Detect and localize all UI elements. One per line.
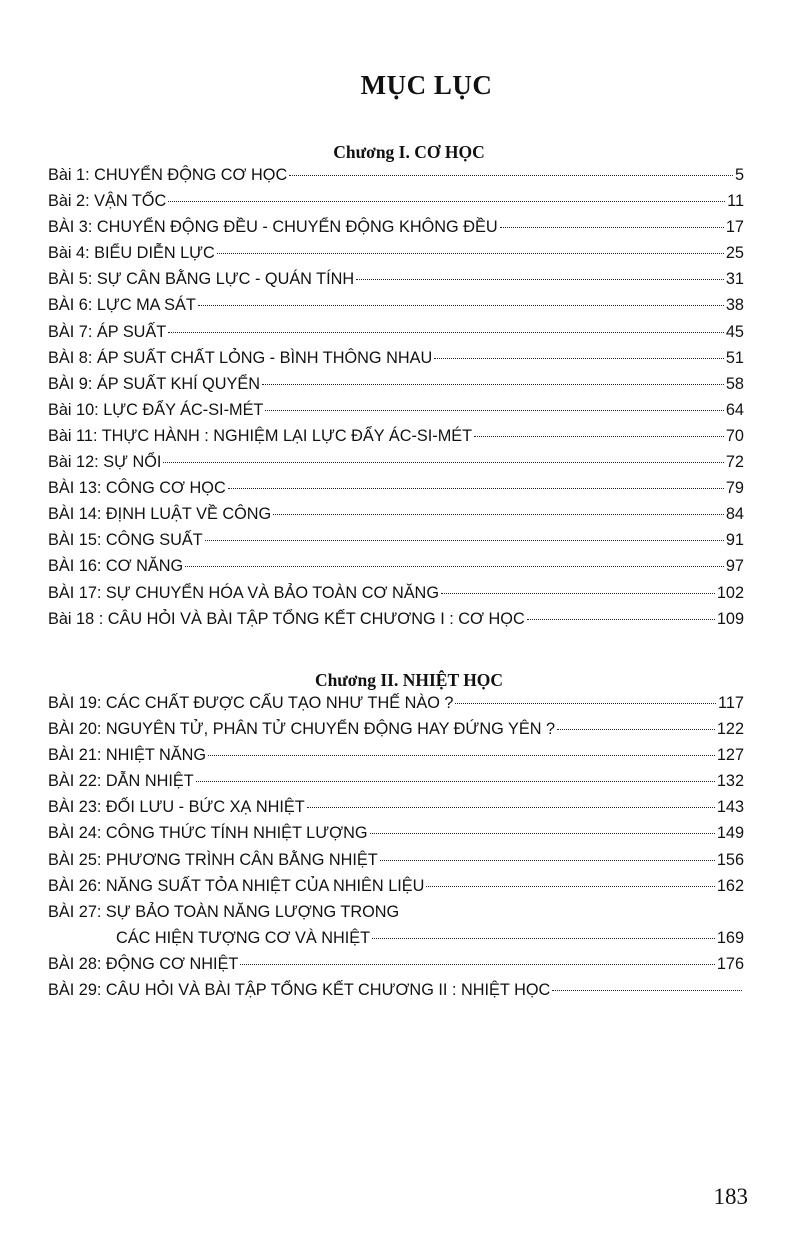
toc-entry bbox=[48, 584, 744, 610]
toc-entry-title: BÀI 9: ÁP SUẤT KHÍ QUYỂN bbox=[48, 374, 261, 393]
toc-entry-title: BÀI 17: SỰ CHUYỂN HÓA VÀ BẢO TOÀN CƠ NĂNG bbox=[48, 583, 439, 602]
toc-entry-title: BÀI 7: ÁP SUẤT bbox=[48, 322, 167, 341]
page-title: MỤC LỤC bbox=[360, 70, 493, 100]
toc-entry-page: 5 bbox=[734, 166, 744, 184]
toc-entry-page: 176 bbox=[716, 954, 744, 973]
dot-leader bbox=[168, 201, 725, 202]
dot-leader bbox=[228, 488, 724, 489]
toc-entry bbox=[48, 296, 744, 322]
toc-entry-title: BÀI 14: ĐỊNH LUẬT VỀ CÔNG bbox=[48, 505, 272, 524]
dot-leader bbox=[552, 990, 742, 991]
toc-entry-page: 127 bbox=[716, 746, 744, 765]
chapter-2-heading: Chương II. NHIỆT HỌC bbox=[314, 670, 504, 690]
toc-entry-page: 117 bbox=[718, 694, 744, 712]
toc-entry-title: BÀI 3: CHUYỂN ĐỘNG ĐỀU - CHUYỂN ĐỘNG KHÔNG ĐỀU bbox=[48, 218, 498, 237]
toc-entry bbox=[48, 772, 744, 798]
chapter-1-heading: Chương I. CƠ HỌC bbox=[333, 142, 485, 162]
toc-entry-title: BÀI 20: NGUYÊN TỬ, PHÂN TỬ CHUYỂN ĐỘNG HAY ĐỨNG YÊN ? bbox=[48, 720, 556, 739]
toc-entry bbox=[48, 798, 744, 824]
toc-entry-page: 25 bbox=[725, 244, 744, 263]
toc-entry-title: BÀI 21: NHIỆT NĂNG bbox=[48, 746, 207, 765]
toc-entry-page: 31 bbox=[725, 270, 744, 289]
dot-leader bbox=[380, 860, 715, 861]
toc-entry-page: 17 bbox=[725, 218, 744, 237]
toc-entry-page: 72 bbox=[725, 453, 744, 472]
dot-leader bbox=[372, 938, 715, 939]
toc-entry-page: 79 bbox=[725, 479, 744, 498]
dot-leader bbox=[557, 729, 715, 730]
toc-entry bbox=[48, 375, 744, 401]
dot-leader bbox=[240, 964, 714, 965]
toc-entry bbox=[48, 323, 744, 349]
toc-entry-title: BÀI 5: SỰ CÂN BẰNG LỰC - QUÁN TÍNH bbox=[48, 270, 355, 289]
toc-entry-title: Bài 18 : CÂU HỎI VÀ BÀI TẬP TỔNG KẾT CHƯƠNG I : CƠ HỌC bbox=[48, 609, 525, 628]
toc-entry-title: BÀI 25: PHƯƠNG TRÌNH CÂN BẰNG NHIỆT bbox=[48, 850, 378, 869]
toc-entry-page: 132 bbox=[716, 772, 744, 791]
toc-entry-title: BÀI 15: CÔNG SUẤT bbox=[48, 531, 203, 550]
toc-entry-page: 162 bbox=[716, 876, 744, 895]
toc-entry-title: Bài 4: BIỂU DIỄN LỰC bbox=[48, 244, 215, 263]
toc-entry-page: 109 bbox=[716, 609, 744, 628]
toc-entry bbox=[48, 557, 744, 583]
toc-entry bbox=[48, 218, 744, 244]
dot-leader bbox=[527, 619, 715, 620]
toc-entry-page: 45 bbox=[725, 322, 744, 341]
dot-leader bbox=[434, 358, 724, 359]
toc-entry-page: 70 bbox=[725, 426, 744, 445]
toc-entry bbox=[48, 531, 744, 557]
toc-entry-title: BÀI 26: NĂNG SUẤT TỎA NHIỆT CỦA NHIÊN LIỆU bbox=[48, 876, 425, 895]
toc-entry bbox=[48, 903, 744, 929]
toc-entry-title: CÁC HIỆN TƯỢNG CƠ VÀ NHIỆT bbox=[116, 928, 371, 947]
toc-entry-title: BÀI 27: SỰ BẢO TOÀN NĂNG LƯỢNG TRONG bbox=[48, 902, 400, 921]
toc-entry-page: 169 bbox=[716, 928, 744, 947]
toc-entry bbox=[48, 401, 744, 427]
toc-entry-title: Bài 12: SỰ NỔI bbox=[48, 453, 162, 472]
toc-entry bbox=[48, 192, 744, 218]
toc-entry bbox=[48, 955, 744, 981]
toc-entry bbox=[48, 244, 744, 270]
toc-entry-page: 149 bbox=[716, 824, 744, 843]
dot-leader bbox=[370, 833, 715, 834]
toc-entry bbox=[48, 505, 744, 531]
dot-leader bbox=[198, 305, 724, 306]
toc-entry bbox=[48, 479, 744, 505]
toc-entry-page: 51 bbox=[725, 348, 744, 367]
chapter-1-toc bbox=[48, 166, 744, 636]
toc-entry bbox=[48, 694, 744, 720]
toc-entry bbox=[48, 427, 744, 453]
toc-entry-title: BÀI 19: CÁC CHẤT ĐƯỢC CẤU TẠO NHƯ THẾ NÀO ? bbox=[48, 694, 454, 712]
dot-leader bbox=[426, 886, 714, 887]
dot-leader bbox=[208, 755, 715, 756]
toc-entry-title: BÀI 23: ĐỐI LƯU - BỨC XẠ NHIỆT bbox=[48, 798, 305, 817]
toc-entry bbox=[48, 929, 744, 955]
toc-entry bbox=[48, 610, 744, 636]
toc-entry bbox=[48, 270, 744, 296]
dot-leader bbox=[262, 384, 724, 385]
toc-entry-page: 64 bbox=[725, 400, 744, 419]
toc-entry bbox=[48, 453, 744, 479]
dot-leader bbox=[455, 703, 716, 704]
dot-leader bbox=[356, 279, 724, 280]
chapter-2-toc bbox=[48, 694, 744, 1007]
toc-entry-page: 143 bbox=[716, 798, 744, 817]
toc-entry-page: 97 bbox=[725, 557, 744, 576]
toc-entry-page: 91 bbox=[725, 531, 744, 550]
dot-leader bbox=[474, 436, 724, 437]
dot-leader bbox=[217, 253, 724, 254]
toc-entry bbox=[48, 981, 744, 1007]
toc-entry-title: BÀI 24: CÔNG THỨC TÍNH NHIỆT LƯỢNG bbox=[48, 824, 368, 843]
toc-entry-page: 84 bbox=[725, 505, 744, 524]
toc-entry-page: 102 bbox=[716, 583, 744, 602]
dot-leader bbox=[196, 781, 715, 782]
toc-entry bbox=[48, 824, 744, 850]
toc-entry-page: 11 bbox=[727, 192, 744, 211]
toc-entry-title: BÀI 16: CƠ NĂNG bbox=[48, 557, 184, 576]
toc-entry bbox=[48, 720, 744, 746]
toc-entry bbox=[48, 877, 744, 903]
toc-entry-page: 156 bbox=[716, 850, 744, 869]
dot-leader bbox=[441, 593, 715, 594]
toc-entry bbox=[48, 851, 744, 877]
toc-entry-page: 58 bbox=[725, 374, 744, 393]
toc-entry bbox=[48, 746, 744, 772]
page-number: 183 bbox=[713, 1184, 748, 1209]
toc-entry bbox=[48, 166, 744, 192]
toc-entry-page: 122 bbox=[716, 720, 744, 739]
toc-entry-title: BÀI 8: ÁP SUẤT CHẤT LỎNG - BÌNH THÔNG NHAU bbox=[48, 348, 433, 367]
toc-entry-title: Bài 10: LỰC ĐẨY ÁC-SI-MÉT bbox=[48, 400, 264, 419]
toc-entry-title: Bài 1: CHUYỂN ĐỘNG CƠ HỌC bbox=[48, 166, 288, 184]
dot-leader bbox=[168, 332, 724, 333]
toc-entry-title: Bài 2: VẬN TỐC bbox=[48, 192, 167, 211]
dot-leader bbox=[307, 807, 715, 808]
dot-leader bbox=[273, 514, 724, 515]
dot-leader bbox=[185, 566, 724, 567]
toc-entry-title: BÀI 22: DẪN NHIỆT bbox=[48, 772, 194, 791]
toc-entry-page: 38 bbox=[725, 296, 744, 315]
toc-entry-title: BÀI 28: ĐỘNG CƠ NHIỆT bbox=[48, 954, 239, 973]
toc-entry-title: BÀI 6: LỰC MA SÁT bbox=[48, 296, 196, 315]
toc-entry-title: BÀI 29: CÂU HỎI VÀ BÀI TẬP TỔNG KẾT CHƯƠNG II : NHIỆT HỌC bbox=[48, 981, 551, 1000]
dot-leader bbox=[500, 227, 724, 228]
toc-entry-title: BÀI 13: CÔNG CƠ HỌC bbox=[48, 479, 226, 498]
dot-leader bbox=[265, 410, 724, 411]
dot-leader bbox=[205, 540, 724, 541]
dot-leader bbox=[289, 175, 733, 176]
toc-entry bbox=[48, 349, 744, 375]
dot-leader bbox=[163, 462, 723, 463]
toc-entry-title: Bài 11: THỰC HÀNH : NGHIỆM LẠI LỰC ĐẨY ÁC-SI-MÉT bbox=[48, 426, 473, 445]
